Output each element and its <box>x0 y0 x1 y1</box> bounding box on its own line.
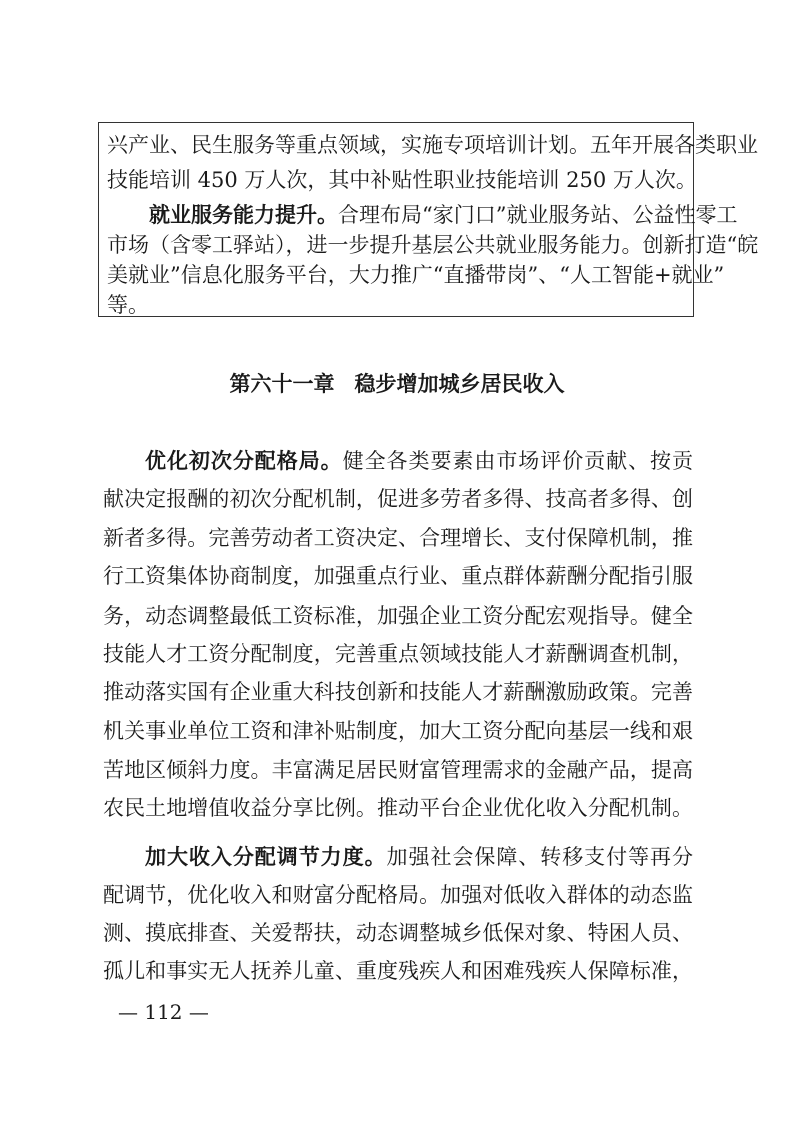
paragraph-title: 优化初次分配格局。 <box>145 448 343 473</box>
body-line: 技能人才工资分配制度，完善重点领域技能人才薪酬调查机制， <box>103 642 693 666</box>
body-line: 苦地区倾斜力度。丰富满足居民财富管理需求的金融产品，提高 <box>103 758 693 782</box>
body-line: 孤儿和事实无人抚养儿童、重度残疾人和困难残疾人保障标准， <box>103 959 693 983</box>
paragraph-first-line <box>103 447 693 475</box>
paragraph-first-line <box>103 843 693 871</box>
box-line: 等。 <box>107 293 149 317</box>
chapter-number: 第六十一章 <box>229 371 335 396</box>
box-line-text: 合理布局“家门口”就业服务站、公益性零工 <box>338 203 738 227</box>
body-line: 配调节，优化收入和财富分配格局。加强对低收入群体的动态监 <box>103 883 693 907</box>
box-paragraph-title: 就业服务能力提升。 <box>149 202 338 227</box>
box-line: 技能培训 450 万人次，其中补贴性职业技能培训 250 万人次。 <box>107 168 697 192</box>
box-line: 市场（含零工驿站），进一步提升基层公共就业服务能力。创新打造“皖 <box>107 233 759 257</box>
line-text: 健全各类要素由市场评价贡献、按贡 <box>342 449 693 473</box>
body-line: 推动落实国有企业重大科技创新和技能人才薪酬激励政策。完善 <box>103 680 693 704</box>
box-line: 美就业”信息化服务平台，大力推广“直播带岗”、“人工智能+就业” <box>107 263 725 287</box>
line-text: 加强社会保障、转移支付等再分 <box>386 845 694 869</box>
chapter-title: 稳步增加城乡居民收入 <box>354 371 565 396</box>
body-line: 测、摸底排查、关爱帮扶，动态调整城乡低保对象、特困人员、 <box>103 921 693 945</box>
chapter-heading <box>0 368 794 398</box>
body-line: 行工资集体协商制度，加强重点行业、重点群体薪酬分配指引服 <box>103 564 693 588</box>
body-line: 献决定报酬的初次分配机制，促进多劳者多得、技高者多得、创 <box>103 487 693 511</box>
paragraph-title: 加大收入分配调节力度。 <box>145 844 387 869</box>
body-line: 农民土地增值收益分享比例。推动平台企业优化收入分配机制。 <box>103 796 693 820</box>
body-line: 务，动态调整最低工资标准，加强企业工资分配宏观指导。健全 <box>103 604 693 628</box>
body-line: 机关事业单位工资和津补贴制度，加大工资分配向基层一线和艰 <box>103 719 693 743</box>
box-line: 兴产业、民生服务等重点领域，实施专项培训计划。五年开展各类职业 <box>107 133 758 157</box>
body-line: 新者多得。完善劳动者工资决定、合理增长、支付保障机制，推 <box>103 526 693 550</box>
box-paragraph-first-line <box>107 201 738 229</box>
page-number: — 112 — <box>118 1000 209 1024</box>
text-box <box>98 122 759 317</box>
